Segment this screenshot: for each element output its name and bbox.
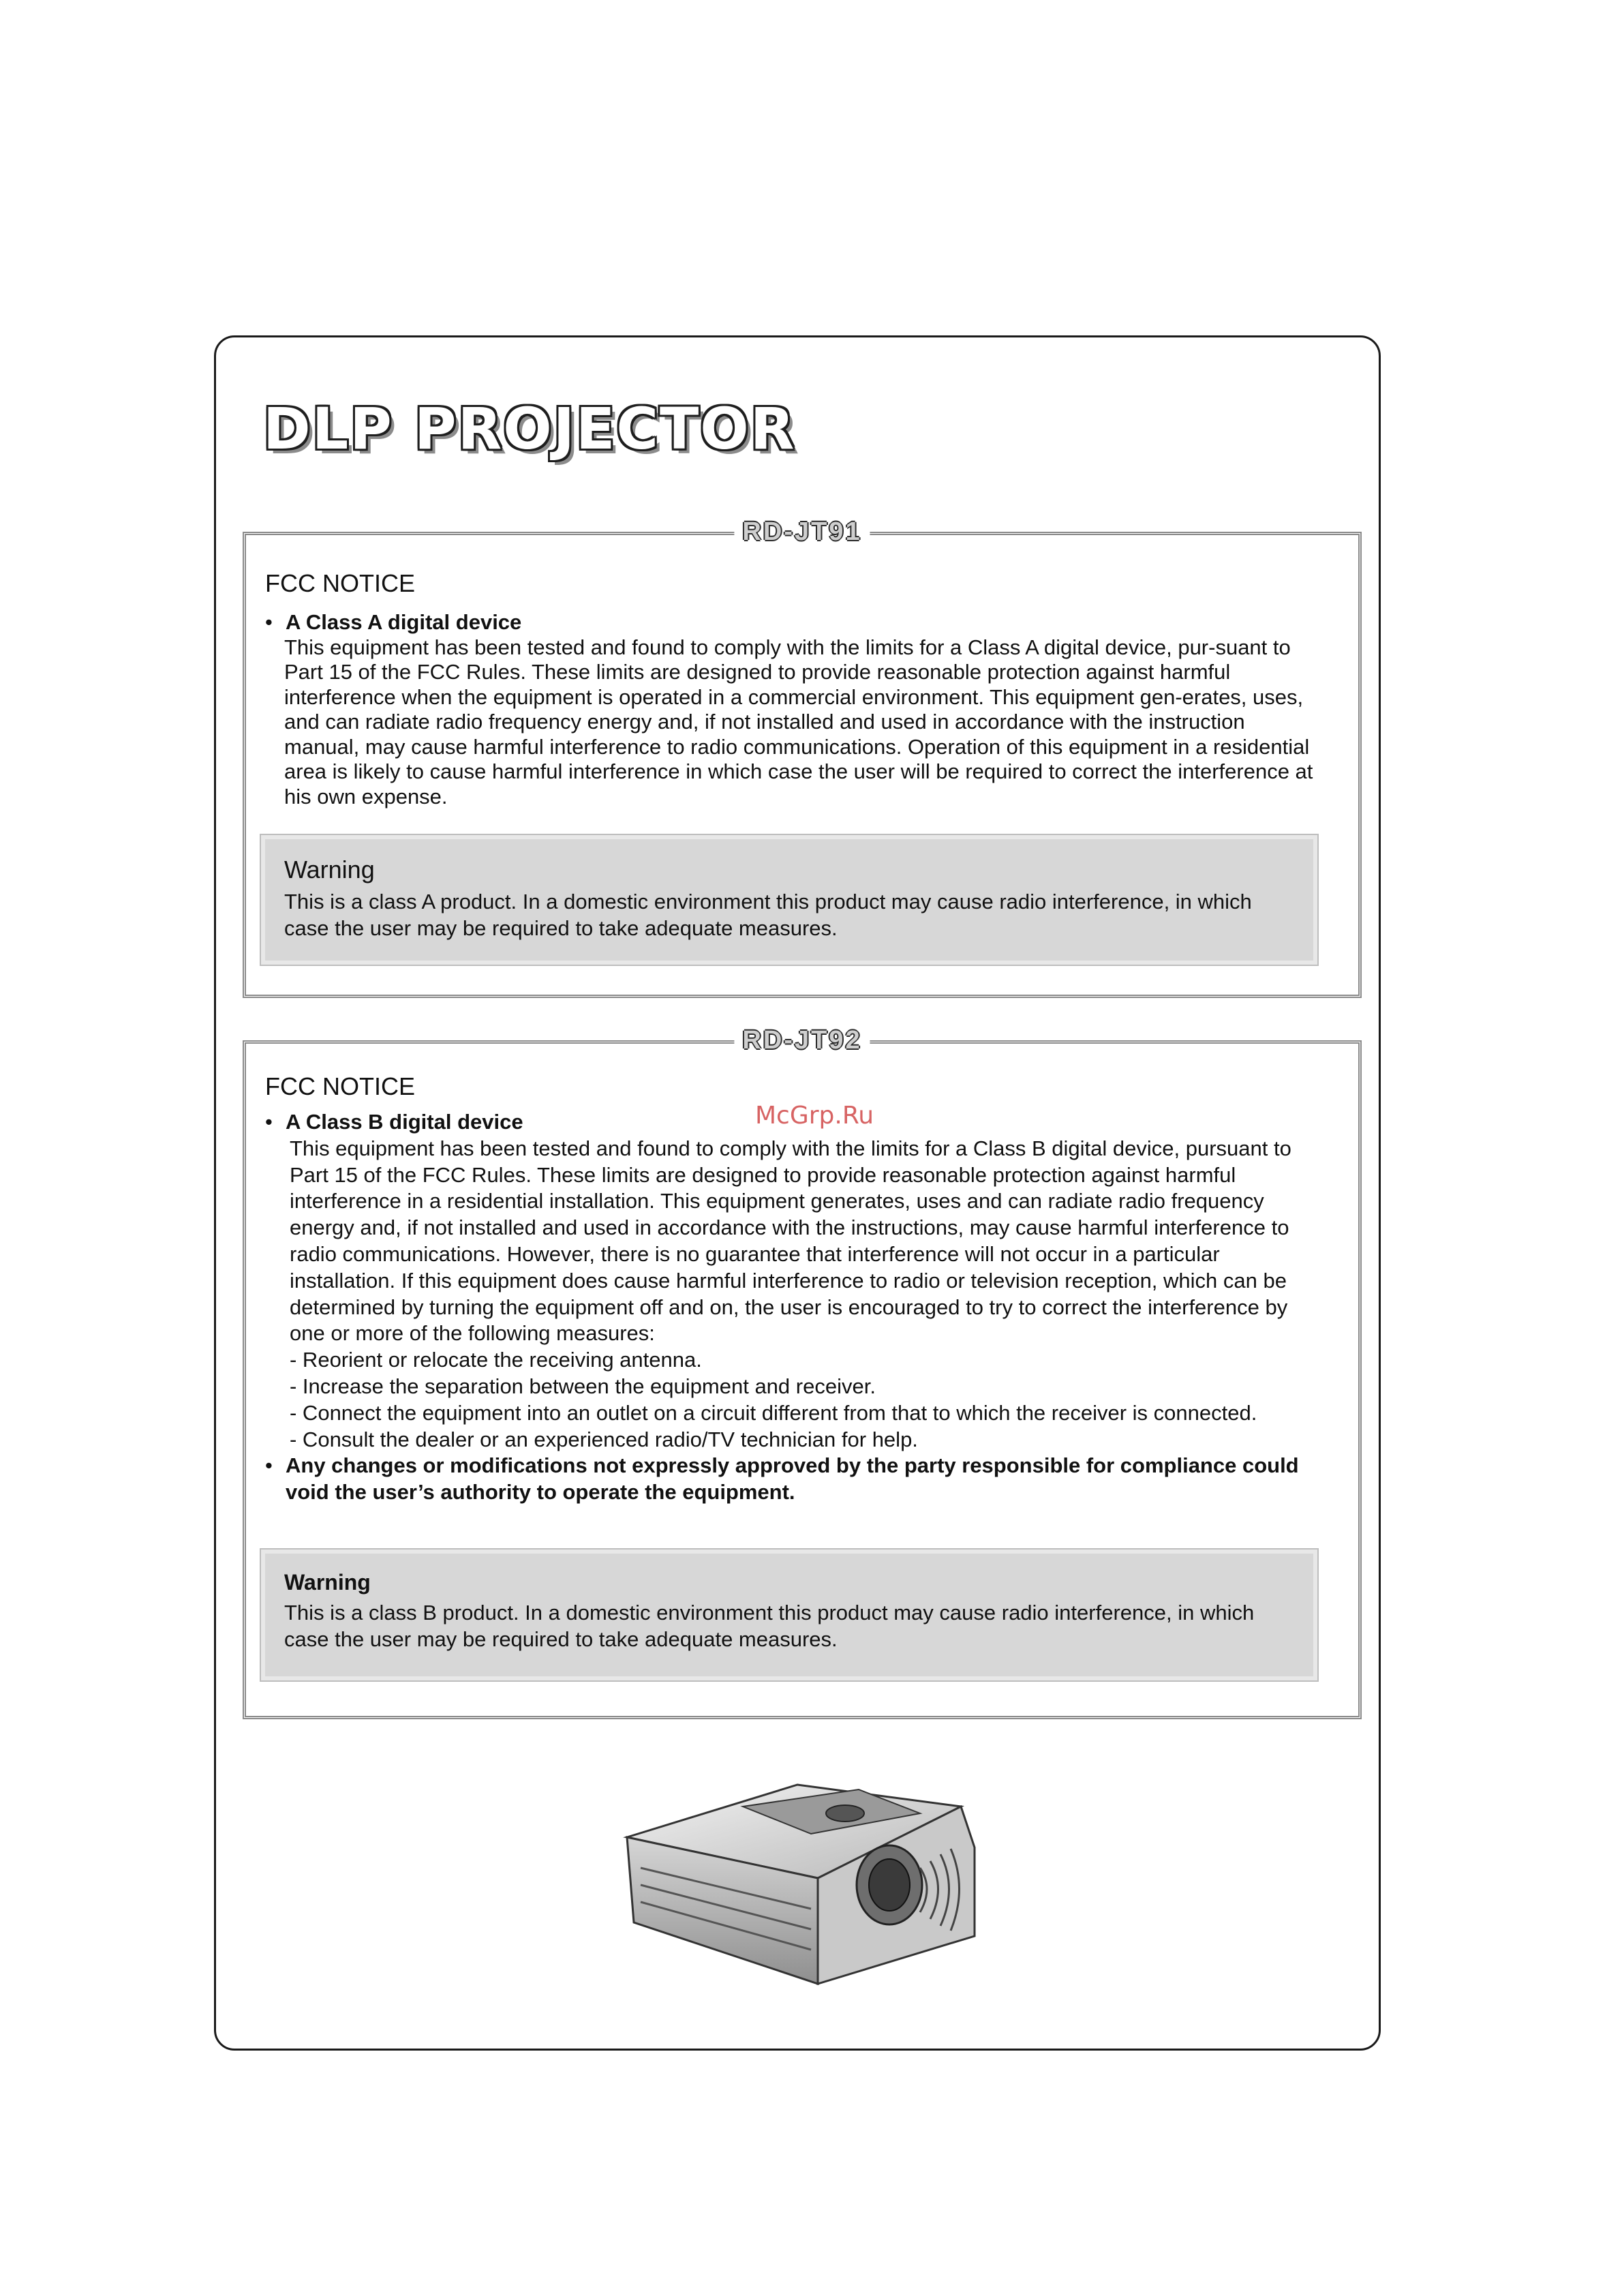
warning-text: This is a class A product. In a domestic environment this product may cause radio interference, in which case the user may be required to take adequate measures. <box>284 890 1252 940</box>
notice-paragraph: This equipment has been tested and found to comply with the limits for a Class A digital device, pur-suant to Part 15 of the FCC Rules. These limits are designed to provide reasonable protection against harmful interference when the equipment is operated in a commercial environment. This equipment gen-erates, uses, and can radiate radio frequency energy and, if not installed and used in accordance with the instruction manual, may cause harmful interference to radio communications. Operation of this equipment in a residential area is likely to cause harmful interference in which case the user will be required to correct the interference at his own expense. <box>284 635 1313 809</box>
bullet-item <box>262 1453 1317 1506</box>
measure-item: - Increase the separation between the equipment and receiver. <box>290 1374 876 1398</box>
notice-body <box>262 1109 1317 1506</box>
bullet-icon: • <box>265 1453 273 1478</box>
measure-item: - Connect the equipment into an outlet on a circuit different from that to which the receiver is connected. <box>290 1400 1257 1425</box>
projector-illustration <box>620 1766 1002 2018</box>
section-rd-jt91 <box>243 517 1362 998</box>
model-label: RD-JT92 <box>734 1026 870 1055</box>
warning-title: Warning <box>284 1570 371 1595</box>
notice-title: FCC NOTICE <box>265 1072 415 1100</box>
bullet-heading: A Class A digital device <box>286 610 522 634</box>
watermark: McGrp.Ru <box>755 1102 874 1130</box>
measure-item: - Consult the dealer or an experienced radio/TV technician for help. <box>290 1427 918 1451</box>
bullet-heading: Any changes or modifications not expressly approved by the party responsible for compliance could void the user’s authority to operate the equipment. <box>286 1453 1299 1505</box>
page-title: DLP PROJECTOR <box>263 395 796 462</box>
notice-title: FCC NOTICE <box>265 569 415 597</box>
section-rd-jt92 <box>243 1026 1362 1719</box>
warning-box <box>261 835 1317 965</box>
warning-title: Warning <box>284 856 375 883</box>
notice-body <box>262 610 1317 809</box>
bullet-item <box>262 1109 1317 1453</box>
bullet-icon: • <box>265 1110 273 1134</box>
model-label: RD-JT91 <box>734 517 870 547</box>
bullet-heading: A Class B digital device <box>286 1110 523 1134</box>
measure-item: - Reorient or relocate the receiving antenna. <box>290 1348 702 1372</box>
bullet-icon: • <box>265 610 273 634</box>
warning-text: This is a class B product. In a domestic environment this product may cause radio interference, in which case the user may be required to take adequate measures. <box>284 1601 1255 1651</box>
warning-box <box>261 1550 1317 1680</box>
measures-list <box>286 1347 1317 1453</box>
bullet-item <box>262 610 1317 635</box>
notice-paragraph: This equipment has been tested and found to comply with the limits for a Class B digital device, pursuant to Part 15 of the FCC Rules. These limits are designed to provide reasonable protection against harmful interference in a residential installation. This equipment generates, uses and can radiate radio frequency energy and, if not installed and used in accordance with the instructions, may cause harmful interference to radio communications. However, there is no guarantee that interference will not occur in a particular installation. If this equipment does cause harmful interference to radio or television reception, which can be determined by turning the equipment off and on, the user is encouraged to try to correct the interference by one or more of the following measures: <box>290 1136 1291 1346</box>
